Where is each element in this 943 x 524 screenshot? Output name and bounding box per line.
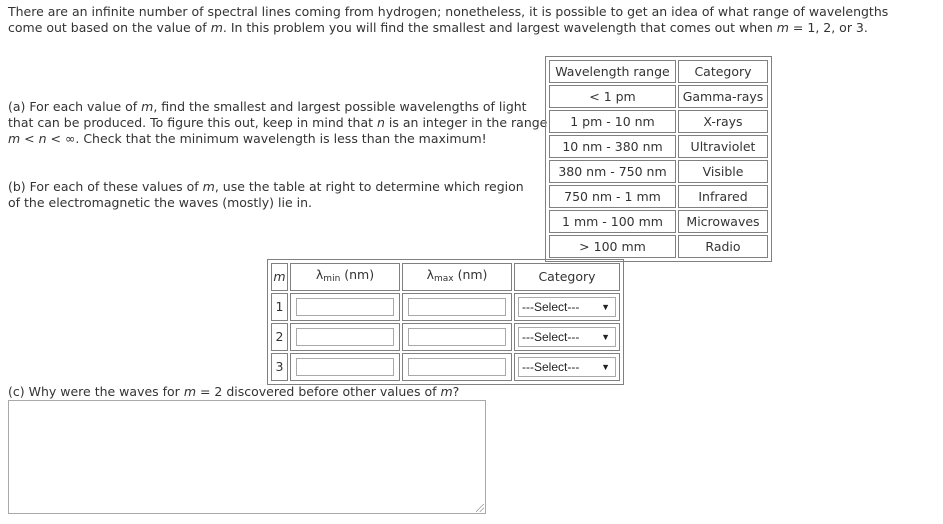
var-m: m (440, 384, 453, 399)
lambda-min-input-m3[interactable] (296, 358, 394, 376)
ref-range: 750 nm - 1 mm (549, 185, 676, 208)
ref-header-category: Category (678, 60, 768, 83)
ref-range: 10 nm - 380 nm (549, 135, 676, 158)
lambda-symbol: λ (426, 267, 434, 282)
row-m-value: 1 (271, 293, 288, 321)
ref-range: < 1 pm (549, 85, 676, 108)
part-a-text: is an integer in the range (384, 115, 548, 130)
select-label: ---Select--- (522, 300, 580, 314)
part-c-text: (c) Why were the waves for (8, 384, 184, 399)
ref-category: X-rays (678, 110, 768, 133)
ref-range: 1 mm - 100 mm (549, 210, 676, 233)
part-c-text: = 2 discovered before other values of (196, 384, 441, 399)
cell-min (290, 323, 400, 351)
cell-min (290, 353, 400, 381)
select-label: ---Select--- (522, 360, 580, 374)
dropdown-arrow-icon: ▼ (601, 332, 610, 342)
answer-header-row (271, 263, 620, 291)
category-select-m2[interactable] (518, 327, 616, 347)
category-select-m1[interactable] (518, 297, 616, 317)
ref-row (549, 210, 768, 233)
intro-text: = 1, 2, or 3. (788, 20, 868, 35)
cell-category (514, 353, 620, 381)
var-m: m (273, 269, 286, 284)
cell-min (290, 293, 400, 321)
dropdown-arrow-icon: ▼ (601, 302, 610, 312)
ref-category: Radio (678, 235, 768, 258)
ref-row (549, 235, 768, 258)
answer-row (271, 353, 620, 381)
ref-range: > 100 mm (549, 235, 676, 258)
ref-category: Gamma-rays (678, 85, 768, 108)
ref-header-row (549, 60, 768, 83)
part-a-question (8, 99, 548, 147)
unit-label: (nm) (453, 267, 488, 282)
ref-header-range: Wavelength range (549, 60, 676, 83)
header-m (271, 263, 288, 291)
category-select-m3[interactable] (518, 357, 616, 377)
header-lambda-min (290, 263, 400, 291)
ref-category: Microwaves (678, 210, 768, 233)
part-c-question (8, 384, 459, 400)
part-a-text: < (20, 131, 39, 146)
ref-row (549, 110, 768, 133)
part-b-text: , use the table at right to determine which region of the electromagnetic the waves (mostly) lie in. (8, 179, 524, 210)
ref-row (549, 85, 768, 108)
ref-range: 380 nm - 750 nm (549, 160, 676, 183)
resize-grip-icon[interactable] (476, 504, 484, 512)
cell-category (514, 293, 620, 321)
cell-max (402, 293, 512, 321)
var-m: m (8, 131, 21, 146)
var-m: m (141, 99, 154, 114)
part-c-text: ? (452, 384, 460, 399)
answer-row (271, 323, 620, 351)
cell-max (402, 353, 512, 381)
ref-row (549, 135, 768, 158)
subscript-max: max (433, 274, 454, 284)
lambda-max-input-m1[interactable] (408, 298, 506, 316)
part-b-text: (b) For each of these values of (8, 179, 203, 194)
part-a-text: < ∞. Check that the minimum wavelength is less than the maximum! (46, 131, 487, 146)
intro-text: . In this problem you will find the smallest and largest wavelength that comes out when (222, 20, 777, 35)
var-n: n (38, 131, 47, 146)
ref-row (549, 185, 768, 208)
part-a-text: (a) For each value of (8, 99, 142, 114)
row-m-value: 2 (271, 323, 288, 351)
part-c-answer-textarea[interactable] (8, 400, 486, 514)
row-m-value: 3 (271, 353, 288, 381)
dropdown-arrow-icon: ▼ (601, 362, 610, 372)
var-n: n (377, 115, 385, 130)
ref-category: Visible (678, 160, 768, 183)
ref-range: 1 pm - 10 nm (549, 110, 676, 133)
ref-category: Infrared (678, 185, 768, 208)
lambda-min-input-m1[interactable] (296, 298, 394, 316)
intro-text: There are an infinite number of spectral lines coming from hydrogen; nonetheless, it is possible to get an idea of what range of wavelengths come out based on the value of (8, 4, 889, 35)
lambda-max-input-m2[interactable] (408, 328, 506, 346)
lambda-min-input-m2[interactable] (296, 328, 394, 346)
ref-category: Ultraviolet (678, 135, 768, 158)
lambda-max-input-m3[interactable] (408, 358, 506, 376)
ref-row (549, 160, 768, 183)
answer-table (267, 259, 624, 385)
unit-label: (nm) (340, 267, 375, 282)
var-m: m (202, 179, 215, 194)
answer-row (271, 293, 620, 321)
cell-category (514, 323, 620, 351)
header-lambda-max (402, 263, 512, 291)
select-label: ---Select--- (522, 330, 580, 344)
var-m: m (210, 20, 223, 35)
var-m: m (183, 384, 196, 399)
header-category: Category (514, 263, 620, 291)
cell-max (402, 323, 512, 351)
part-a-text: , find the smallest and largest possible wavelengths of light that can be produced. To figure this out, keep in mind that (8, 99, 527, 130)
subscript-min: min (323, 274, 341, 284)
var-m: m (776, 20, 789, 35)
intro-paragraph (8, 4, 908, 36)
wavelength-reference-table (545, 56, 772, 262)
lambda-symbol: λ (315, 267, 324, 282)
part-b-question (8, 179, 528, 211)
